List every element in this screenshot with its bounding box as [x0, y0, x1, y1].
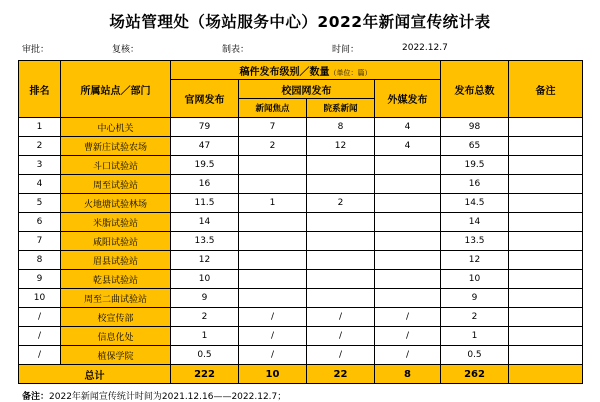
cell-college [307, 289, 375, 308]
total-external: 8 [375, 365, 441, 384]
header-group-unit: （单位：篇） [329, 68, 372, 77]
cell-focus [239, 251, 307, 270]
header-department: 所属站点／部门 [61, 61, 171, 118]
total-remark [509, 365, 583, 384]
table-row [19, 137, 583, 156]
table-row [19, 251, 583, 270]
cell-external [375, 251, 441, 270]
page-title: 场站管理处（场站服务中心）2022年新闻宣传统计表 [109, 13, 491, 31]
cell-focus [239, 175, 307, 194]
cell-official: 12 [171, 251, 239, 270]
total-college: 22 [307, 365, 375, 384]
cell-college: / [307, 346, 375, 365]
cell-total: 2 [441, 308, 509, 327]
cell-focus [239, 270, 307, 289]
cell-external: / [375, 308, 441, 327]
cell-remark [509, 327, 583, 346]
cell-external: 4 [375, 137, 441, 156]
cell-total: 12 [441, 251, 509, 270]
cell-official: 1 [171, 327, 239, 346]
cell-remark [509, 118, 583, 137]
cell-dept: 信息化处 [61, 327, 171, 346]
cell-remark [509, 156, 583, 175]
cell-focus [239, 289, 307, 308]
cell-rank: / [19, 346, 61, 365]
cell-college [307, 175, 375, 194]
cell-focus: 7 [239, 118, 307, 137]
cell-remark [509, 251, 583, 270]
cell-dept: 米脂试验站 [61, 213, 171, 232]
cell-remark [509, 308, 583, 327]
cell-focus [239, 213, 307, 232]
cell-college [307, 270, 375, 289]
table-row [19, 270, 583, 289]
cell-external: / [375, 327, 441, 346]
cell-rank: / [19, 308, 61, 327]
table-row [19, 346, 583, 365]
cell-total: 0.5 [441, 346, 509, 365]
cell-total: 9 [441, 289, 509, 308]
meta-review-label: 复核： [112, 44, 140, 55]
cell-total: 14 [441, 213, 509, 232]
footnote-label: 备注： [22, 392, 50, 402]
cell-rank: 2 [19, 137, 61, 156]
cell-rank: / [19, 327, 61, 346]
cell-total: 16 [441, 175, 509, 194]
cell-external [375, 232, 441, 251]
cell-dept: 眉县试验站 [61, 251, 171, 270]
table-row [19, 194, 583, 213]
table-row [19, 156, 583, 175]
cell-focus: 2 [239, 137, 307, 156]
cell-external [375, 175, 441, 194]
cell-remark [509, 346, 583, 365]
header-rank: 排名 [19, 61, 61, 118]
cell-rank: 10 [19, 289, 61, 308]
cell-rank: 8 [19, 251, 61, 270]
cell-external: 4 [375, 118, 441, 137]
cell-remark [509, 232, 583, 251]
header-campus-group: 校园网发布 [239, 80, 375, 99]
cell-external [375, 213, 441, 232]
meta-time-value: 2022.12.7 [402, 43, 448, 53]
cell-official: 16 [171, 175, 239, 194]
header-group-level-text: 稿件发布级别／数量 [239, 66, 330, 78]
cell-official: 2 [171, 308, 239, 327]
news-statistics-table [18, 60, 583, 384]
cell-dept: 咸阳试验站 [61, 232, 171, 251]
footnote-text: 2022年新闻宣传统计时间为2021.12.16——2022.12.7； [49, 392, 287, 402]
cell-external [375, 289, 441, 308]
cell-remark [509, 213, 583, 232]
cell-external [375, 194, 441, 213]
table-row [19, 327, 583, 346]
table-row [19, 213, 583, 232]
cell-college: 2 [307, 194, 375, 213]
header-group-level [171, 61, 441, 80]
cell-remark [509, 194, 583, 213]
cell-total: 65 [441, 137, 509, 156]
cell-focus [239, 156, 307, 175]
cell-official: 47 [171, 137, 239, 156]
header-official: 官网发布 [171, 80, 239, 118]
table-row [19, 232, 583, 251]
cell-official: 11.5 [171, 194, 239, 213]
cell-official: 79 [171, 118, 239, 137]
cell-college [307, 156, 375, 175]
cell-dept: 植保学院 [61, 346, 171, 365]
cell-rank: 7 [19, 232, 61, 251]
cell-remark [509, 137, 583, 156]
cell-college: / [307, 308, 375, 327]
table-row [19, 118, 583, 137]
cell-external [375, 156, 441, 175]
cell-official: 0.5 [171, 346, 239, 365]
cell-total: 1 [441, 327, 509, 346]
header-total: 发布总数 [441, 61, 509, 118]
cell-remark [509, 175, 583, 194]
cell-external [375, 270, 441, 289]
cell-official: 10 [171, 270, 239, 289]
cell-external: / [375, 346, 441, 365]
cell-college: 12 [307, 137, 375, 156]
table-row [19, 308, 583, 327]
cell-dept: 曹新庄试验农场 [61, 137, 171, 156]
cell-dept: 中心机关 [61, 118, 171, 137]
cell-total: 13.5 [441, 232, 509, 251]
total-focus: 10 [239, 365, 307, 384]
meta-time-label: 时间： [332, 44, 360, 55]
total-sum: 262 [441, 365, 509, 384]
cell-dept: 校宣传部 [61, 308, 171, 327]
cell-rank: 1 [19, 118, 61, 137]
header-campus-college: 院系新闻 [307, 99, 375, 118]
total-official: 222 [171, 365, 239, 384]
cell-dept: 火地塘试验林场 [61, 194, 171, 213]
header-remark: 备注 [509, 61, 583, 118]
cell-dept: 斗口试验站 [61, 156, 171, 175]
cell-focus [239, 232, 307, 251]
cell-focus: / [239, 346, 307, 365]
cell-college [307, 232, 375, 251]
cell-rank: 9 [19, 270, 61, 289]
cell-college [307, 251, 375, 270]
cell-college [307, 213, 375, 232]
table-total-row [19, 365, 583, 384]
cell-total: 98 [441, 118, 509, 137]
cell-college: / [307, 327, 375, 346]
meta-approve-label: 审批： [22, 44, 50, 55]
table-row [19, 175, 583, 194]
cell-official: 9 [171, 289, 239, 308]
cell-dept: 周至试验站 [61, 175, 171, 194]
cell-rank: 3 [19, 156, 61, 175]
cell-total: 19.5 [441, 156, 509, 175]
cell-rank: 6 [19, 213, 61, 232]
total-label: 总计 [19, 365, 171, 384]
cell-official: 14 [171, 213, 239, 232]
cell-focus: / [239, 308, 307, 327]
meta-row [18, 40, 582, 60]
header-external: 外媒发布 [375, 80, 441, 118]
cell-official: 13.5 [171, 232, 239, 251]
cell-total: 10 [441, 270, 509, 289]
table-row [19, 289, 583, 308]
header-campus-focus: 新闻焦点 [239, 99, 307, 118]
cell-remark [509, 289, 583, 308]
footnote [18, 384, 582, 402]
cell-dept: 周至二曲试验站 [61, 289, 171, 308]
cell-official: 19.5 [171, 156, 239, 175]
cell-college: 8 [307, 118, 375, 137]
cell-dept: 乾县试验站 [61, 270, 171, 289]
cell-rank: 4 [19, 175, 61, 194]
table-header-row-1 [19, 61, 583, 80]
cell-focus: / [239, 327, 307, 346]
cell-total: 14.5 [441, 194, 509, 213]
cell-remark [509, 270, 583, 289]
cell-focus: 1 [239, 194, 307, 213]
meta-maker-label: 制表： [222, 44, 250, 55]
cell-rank: 5 [19, 194, 61, 213]
